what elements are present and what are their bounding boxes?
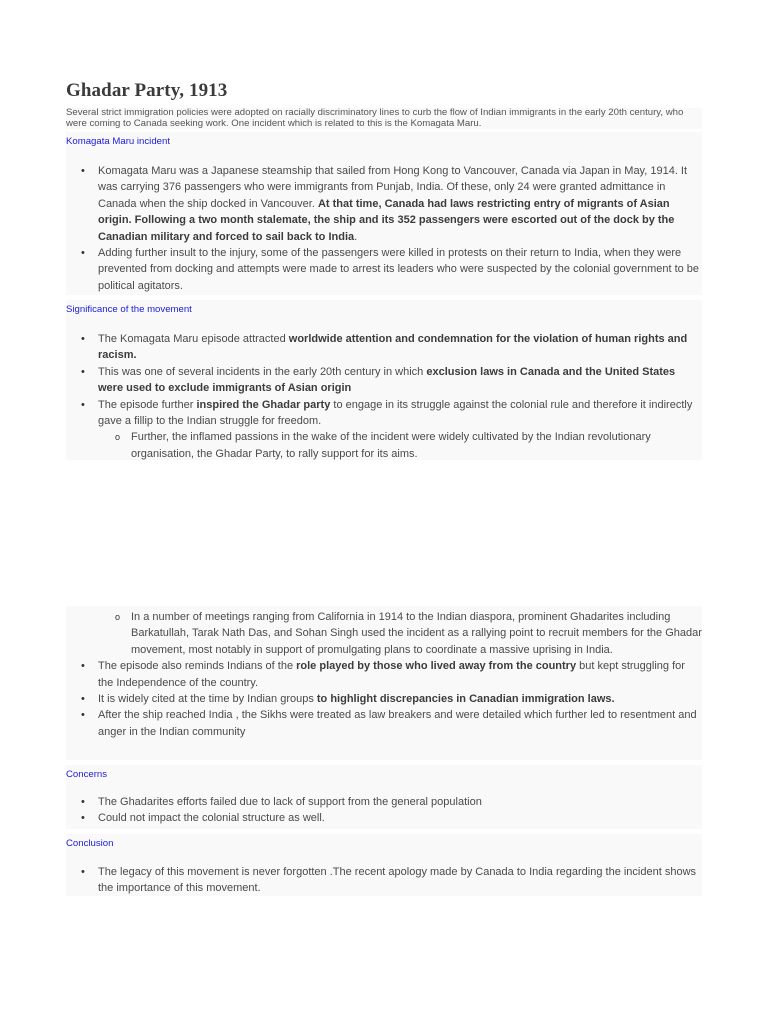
bullet-icon: • <box>81 812 85 825</box>
item-bold-text: role played by those who lived away from the country <box>296 660 577 673</box>
bullet-icon: • <box>81 693 85 706</box>
item-bold-text: to highlight discrepancies in Canadian immigration laws. <box>316 693 615 706</box>
page-title: Ghadar Party, 1913 <box>66 80 228 101</box>
bullet-icon: • <box>81 709 85 722</box>
item-bold-text: At that time, Canada had laws restricting entry of migrants of Asian origin. Following a two month stalemate, the ship and its 352 passengers were escorted out of the dock by the Canadian military and forced to sail back to India <box>98 197 675 243</box>
bullet-icon: • <box>81 333 85 345</box>
bullet-icon: • <box>81 796 85 808</box>
item-bold-text: inspired the Ghadar party <box>196 398 331 411</box>
item-text: Further, the inflamed passions in the wake of the incident were widely cultivated by the Indian revolutionary organisation, the Ghadar Party, to rally support for its aims. <box>131 431 651 460</box>
significance-list <box>66 331 702 462</box>
sub-bullet-icon: o <box>115 432 121 443</box>
list-item <box>66 864 702 897</box>
item-text: Could not impact the colonial structure as well. <box>98 812 325 825</box>
komagata-section <box>66 132 702 295</box>
item-text: The Ghadarites efforts failed due to lack of support from the general population <box>98 796 482 808</box>
sub-list-item <box>66 609 702 658</box>
item-text: It is widely cited at the time by Indian groups <box>98 693 317 706</box>
conclusion-heading: Conclusion <box>66 838 114 849</box>
bullet-icon: • <box>81 660 85 673</box>
item-text: to engage in its struggle against the colonial rule and therefore it indirectly gave a fillip to the Indian struggle for freedom. <box>98 398 693 428</box>
item-text: The legacy of this movement is never forgotten .The recent apology made by Canada to India regarding the incident shows the importance of this movement. <box>98 866 697 895</box>
concerns-section <box>66 765 702 829</box>
item-text: The episode also reminds Indians of the <box>98 660 297 673</box>
sub-list-item <box>66 429 702 462</box>
item-text: The Komagata Maru episode attracted <box>98 333 289 345</box>
conclusion-section <box>66 834 702 896</box>
significance-continued-list <box>66 609 702 740</box>
bullet-icon: • <box>81 165 85 177</box>
item-text: After the ship reached India , the Sikhs were treated as law breakers and were detailed which further led to resentment and anger in the Indian community <box>98 709 697 738</box>
item-text: The episode further <box>98 398 197 411</box>
concerns-heading: Concerns <box>66 769 108 780</box>
list-item <box>66 364 702 397</box>
bullet-icon: • <box>81 365 85 378</box>
significance-section <box>66 300 702 460</box>
list-item <box>66 163 702 245</box>
komagata-heading: Komagata Maru incident <box>66 136 170 147</box>
bullet-icon: • <box>81 247 85 260</box>
list-item <box>66 810 702 826</box>
list-item <box>66 707 702 740</box>
item-text: In a number of meetings ranging from California in 1914 to the Indian diaspora, prominent Ghadarites including Barkatullah, Tarak Nath Das, and Sohan Singh used the incident as a rallying point to recruit members for the Ghadar movement, most notably in support of promulgating plans to coordinate a massive uprising in India. <box>131 611 702 656</box>
list-item <box>66 245 702 294</box>
concerns-list <box>66 794 702 827</box>
list-item <box>66 691 702 707</box>
list-item <box>66 794 702 810</box>
bullet-icon: • <box>81 866 85 878</box>
list-item <box>66 397 702 430</box>
significance-continued-section <box>66 606 702 760</box>
conclusion-list <box>66 864 702 897</box>
list-item <box>66 331 702 364</box>
sub-bullet-icon: o <box>115 612 121 622</box>
item-text: but kept struggling for the Independence of the country. <box>98 660 685 689</box>
item-text: Komagata Maru was a Japanese steamship that sailed from Hong Kong to Vancouver, Canada via Japan in May, 1914. It was carrying 376 passengers who were immigrants from Punjab, India. Of these, only 24 were granted admittance in Canada when the ship docked in Vancouver. <box>98 165 688 210</box>
item-bold-text: worldwide attention and condemnation for the violation of human rights and racism. <box>98 333 688 362</box>
intro-paragraph: Several strict immigration policies were adopted on racially discriminatory lines to curb the flow of Indian immigrants in the early 20th century, who were coming to Canada seeking work. One incident which is related to this is the Komagata Maru. <box>66 108 702 129</box>
list-item <box>66 658 702 691</box>
item-text: . <box>354 230 358 243</box>
item-text: Adding further insult to the injury, some of the passengers were killed in protests on their return to India, when they were prevented from docking and attempts were made to arrest its leaders who were suspected by the colonial government to be political agitators. <box>98 247 700 292</box>
komagata-list <box>66 163 702 294</box>
significance-heading: Significance of the movement <box>66 304 192 315</box>
bullet-icon: • <box>81 398 85 411</box>
item-bold-text: exclusion laws in Canada and the United States were used to exclude immigrants of Asian origin <box>98 365 676 395</box>
item-text: This was one of several incidents in the early 20th century in which <box>98 365 427 378</box>
